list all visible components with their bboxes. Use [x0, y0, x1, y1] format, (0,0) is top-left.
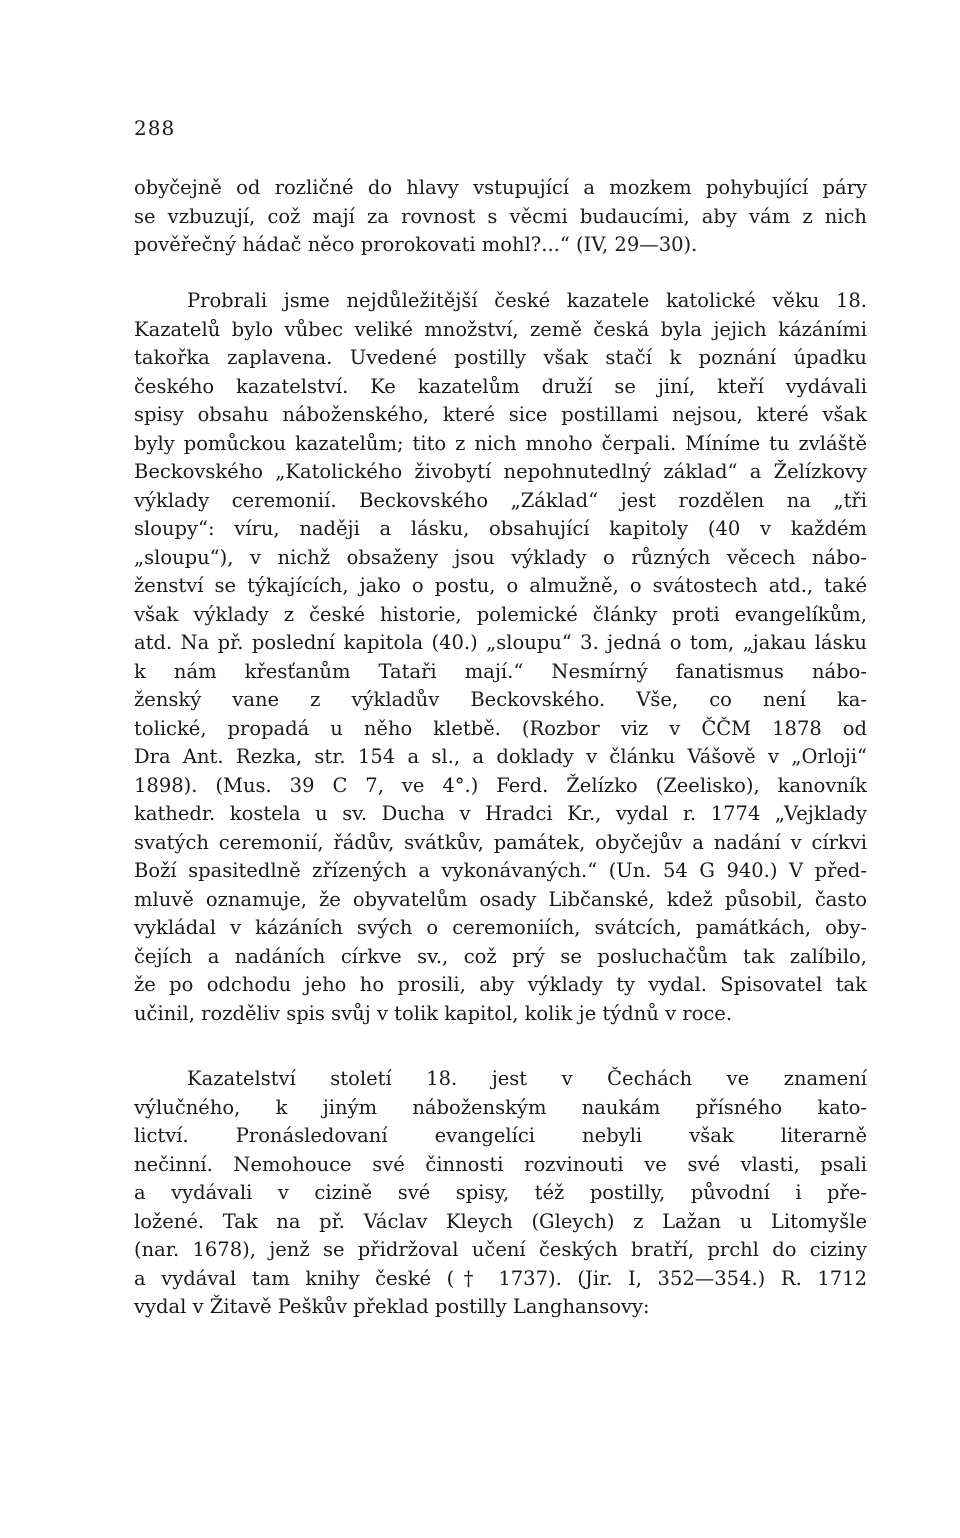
text-line: pověřečný hádač něco prorokovati mohl?...“ (IV, 29—30).: [134, 233, 698, 256]
text-line: 1898). (Mus. 39 C 7, ve 4°.) Ferd. Želízko (Zeelisko), kanovník: [134, 773, 867, 797]
text-line: obyčejně od rozličné do hlavy vstupující a mozkem pohybující páry: [134, 176, 867, 199]
text-line: Boží spasitedlně zřízených a vykonávaných.“ (Un. 54 G 940.) V před-: [134, 859, 867, 882]
text-line: spisy obsahu náboženského, které sice postillami nejsou, které však: [134, 403, 867, 426]
text-line: Kazatelů bylo vůbec veliké množství, země česká byla jejich kázáními: [134, 317, 867, 341]
text-line: Dra Ant. Rezka, str. 154 a sl., a doklady v článku Vášově v „Orloji“: [134, 745, 867, 768]
text-line: a vydávali v cizině své spisy, též postilly, původní i pře-: [134, 1181, 867, 1204]
text-line: Beckovského „Katolického živobytí nepohnutedlný základ“ a Želízkovy: [134, 460, 867, 483]
text-line: že po odchodu jeho ho prosili, aby výklady ty vydal. Spisovatel tak: [134, 973, 867, 996]
text-line: sloupy“: víru, naději a lásku, obsahující kapitoly (40 v každém: [134, 517, 867, 540]
text-line: nečinní. Nemohouce své činnosti rozvinouti ve své vlasti, psali: [134, 1152, 867, 1176]
text-line: mluvě oznamuje, že obyvatelům osady Libčanské, kdež působil, často: [134, 887, 867, 911]
text-line: atd. Na př. poslední kapitola (40.) „sloupu“ 3. jedná o tom, „jakau lásku: [134, 631, 867, 654]
text-line: vykládal v kázáních svých o ceremoniích, svátcích, památkách, oby-: [134, 916, 867, 939]
text-line: ženství se týkajících, jako o postu, o almužně, o svátostech atd., také: [134, 574, 867, 597]
text-line: svatých ceremonií, řádův, svátkův, památek, obyčejův a nadání v církvi: [134, 830, 867, 854]
text-line: a vydával tam knihy české († 1737). (Jir. I, 352—354.) R. 1712: [134, 1266, 867, 1290]
text-line: lictví. Pronásledovaní evangelíci nebyli však literarně: [134, 1124, 867, 1147]
text-line: takořka zaplavena. Uvedené postilly však stačí k poznání úpadku: [134, 346, 867, 369]
text-line: ložené. Tak na př. Václav Kleych (Gleych) z Lažan u Litomyšle: [134, 1209, 867, 1233]
text-line: kathedr. kostela u sv. Ducha v Hradci Kr., vydal r. 1774 „Vejklady: [134, 802, 867, 825]
text-line: Kazatelství století 18. jest v Čechách ve znamení: [187, 1067, 867, 1090]
text-line: k nám křesťanům Tataři mají.“ Nesmírný fanatismus nábo-: [134, 659, 867, 683]
text-line: čejích a nadáních církve sv., což prý se posluchačům tak zalíbilo,: [134, 944, 867, 968]
text-line: českého kazatelství. Ke kazatelům druží se jiní, kteří vydávali: [134, 374, 867, 398]
text-line: výklady ceremonií. Beckovského „Základ“ jest rozdělen na „tři: [134, 488, 867, 512]
text-line: Probrali jsme nejdůležitější české kazatele katolické věku 18.: [187, 289, 867, 312]
text-line: „sloupu“), v nichž obsaženy jsou výklady o různých věcech nábo-: [134, 545, 867, 569]
text-line: tolické, propadá u něho kletbě. (Rozbor viz v ČČM 1878 od: [134, 716, 867, 740]
paragraph-1: [134, 174, 867, 260]
text-line: učinil, rozděliv spis svůj v tolik kapitol, kolik je týdnů v roce.: [134, 1001, 733, 1025]
paragraph-3: [134, 1065, 867, 1322]
page-number: 288: [134, 116, 176, 140]
text-line: výlučného, k jiným náboženským naukám přísného kato-: [134, 1095, 867, 1119]
text-line: ženský vane z výkladův Beckovského. Vše, co není ka-: [134, 688, 867, 711]
text-line: se vzbuzují, což mají za rovnost s věcmi budaucími, aby vám z nich: [134, 204, 867, 228]
text-line: však výklady z české historie, polemické články proti evangelíkům,: [134, 602, 867, 626]
text-line: (nar. 1678), jenž se přidržoval učení českých bratří, prchl do ciziny: [134, 1238, 867, 1261]
text-line: byly pomůckou kazatelům; tito z nich mnoho čerpali. Míníme tu zvláště: [134, 431, 867, 455]
text-line: vydal v Žitavě Peškův překlad postilly Langhansovy:: [134, 1295, 650, 1318]
paragraph-2: [134, 287, 867, 1028]
